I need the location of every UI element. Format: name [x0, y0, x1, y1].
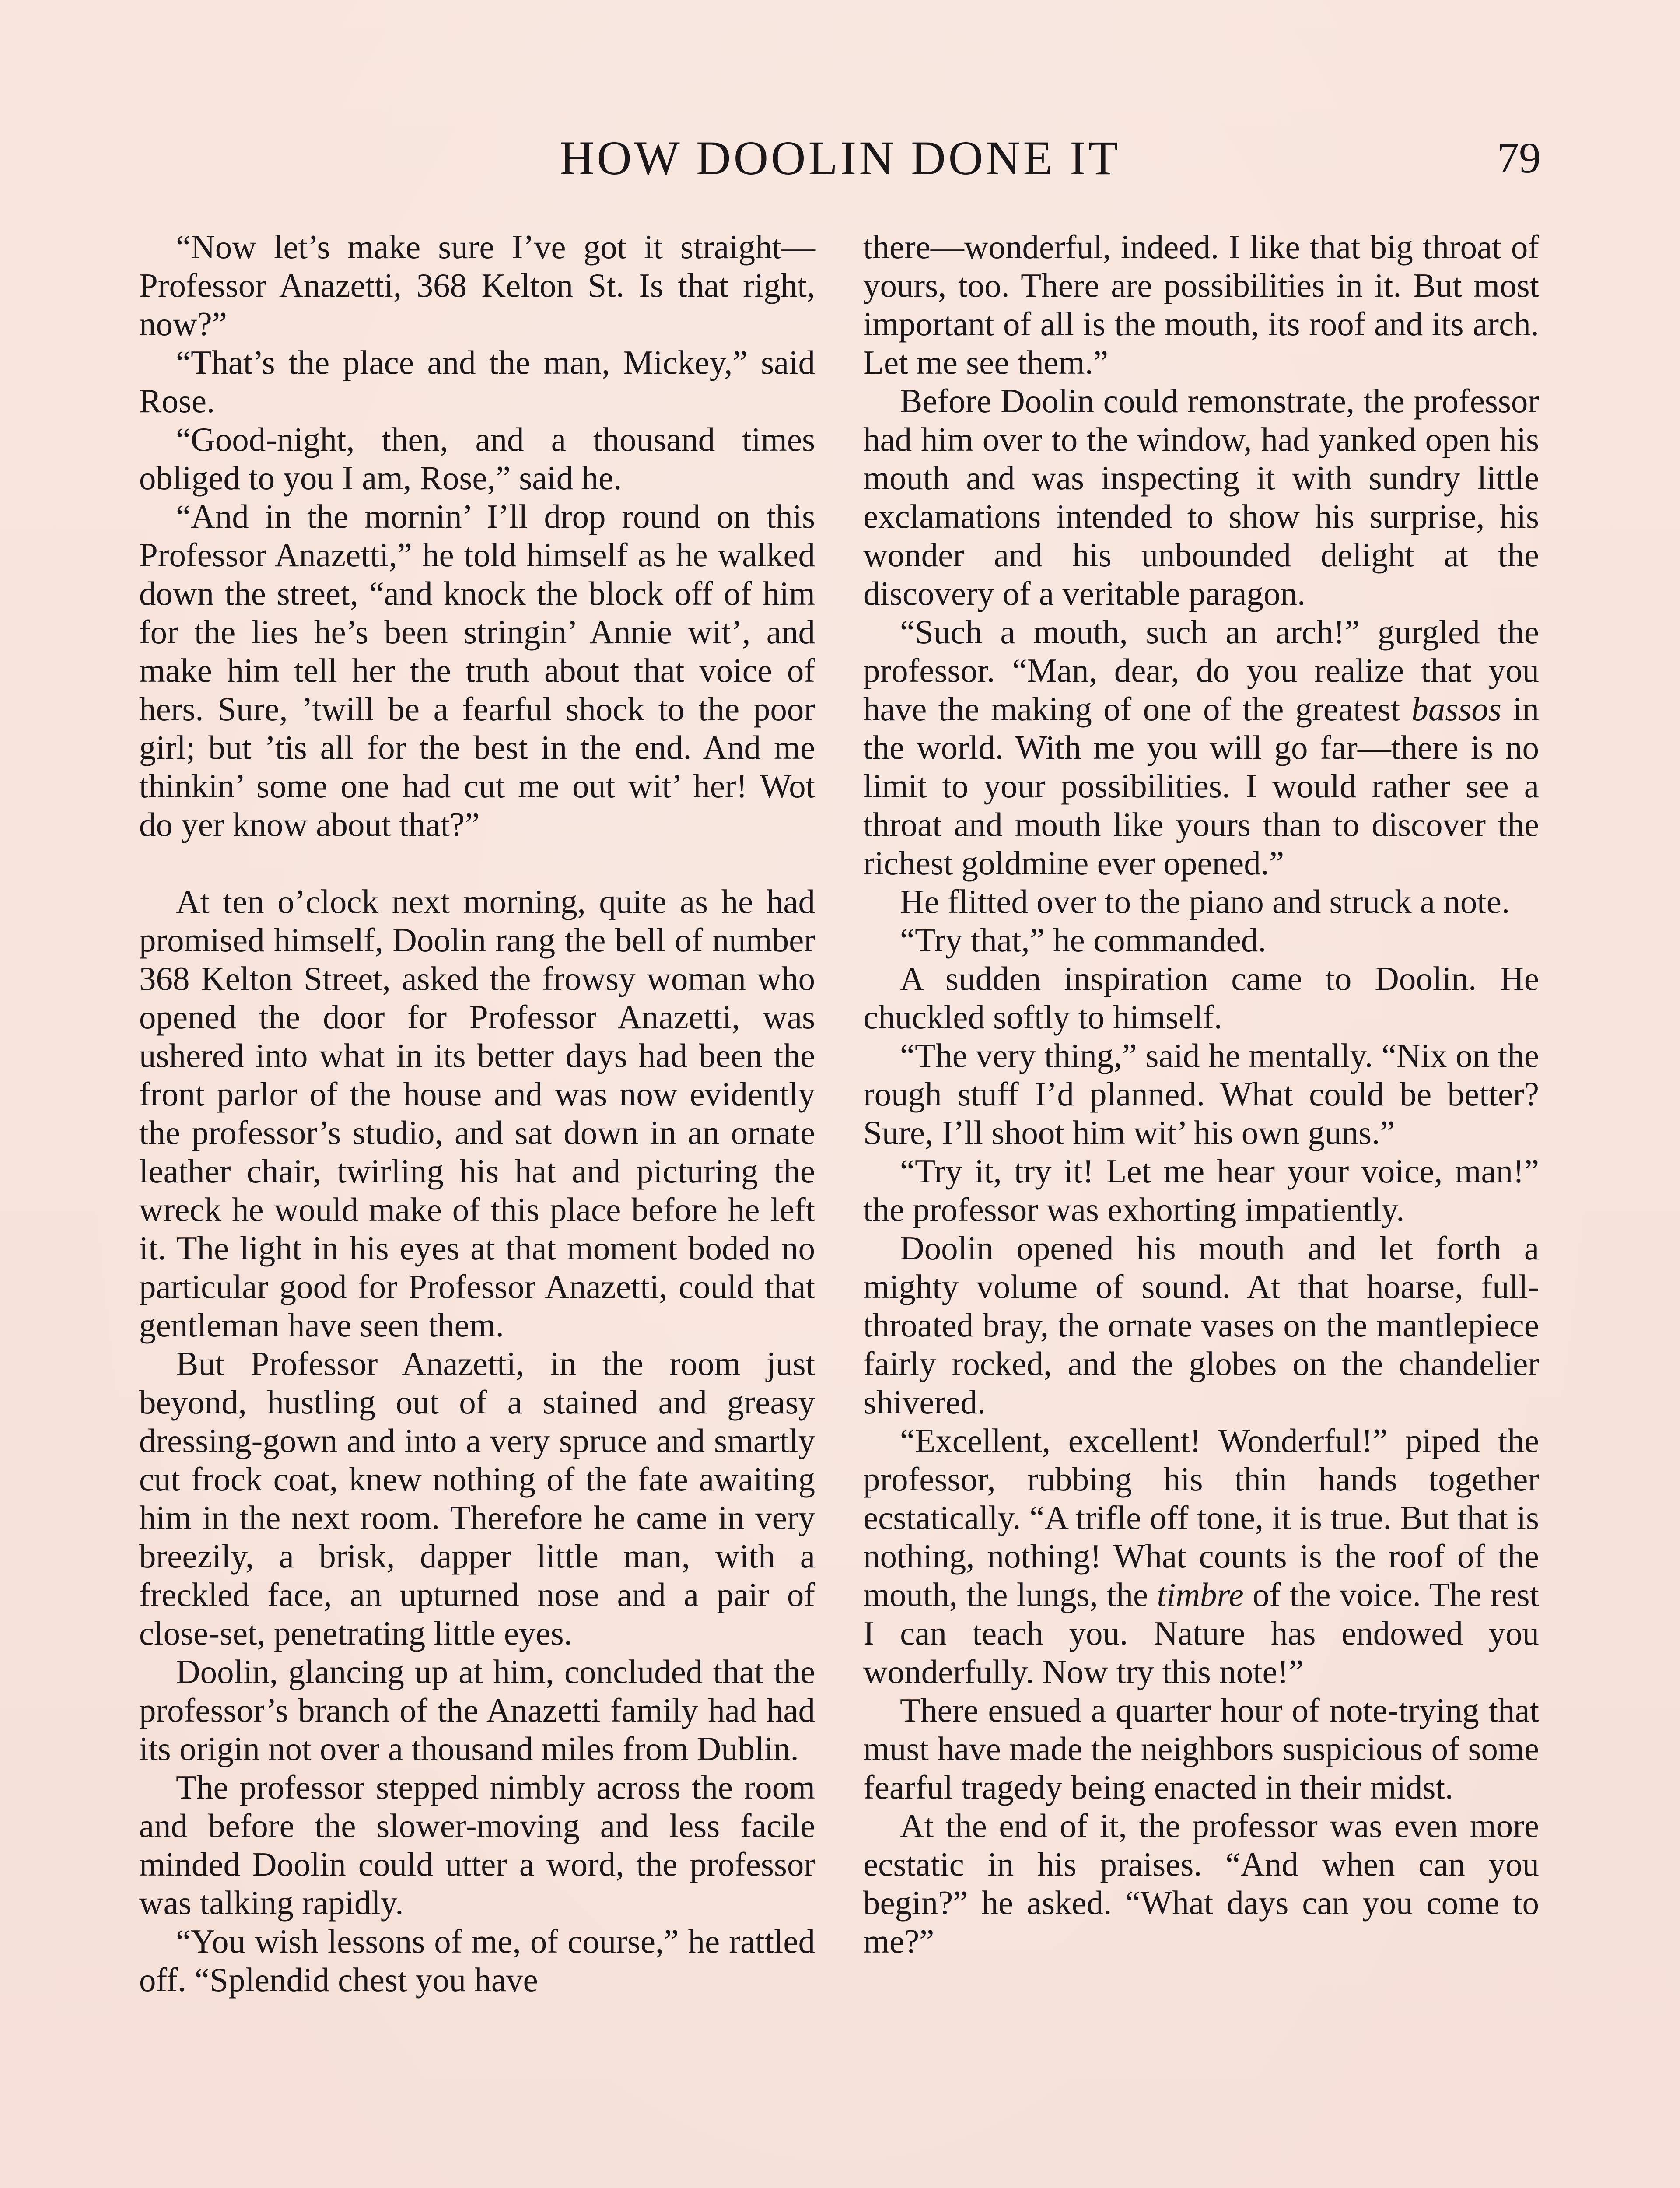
paragraph: “That’s the place and the man, Mickey,” said Rose. [139, 344, 815, 420]
paragraph: there—wonderful, indeed. I like that big throat of yours, too. There are possibilities in it. But most important of all is the mouth, its roof and its arch. Let me see them.” [863, 228, 1539, 381]
right-column [863, 228, 1539, 1999]
paragraph-text: in the world. With me you will go far—there is no limit to your possibilities. I would rather see a throat and mouth like yours than to discover the richest goldmine ever opened.” [863, 690, 1539, 882]
paragraph-text: “Excellent, excellent! Wonderful!” piped the professor, rubbing his thin hands together ecstatically. “A trifle off tone, it is true. But that is nothing, nothing! What counts is the roof of the mouth, the lungs, the [863, 1422, 1539, 1613]
text-columns [139, 228, 1539, 1999]
paragraph: A sudden inspiration came to Doolin. He chuckled softly to himself. [863, 960, 1539, 1036]
page-number: 79 [1497, 133, 1541, 182]
italic-word: bassos [1411, 690, 1502, 728]
page-header [0, 130, 1680, 186]
running-title: HOW DOOLIN DONE IT [559, 131, 1121, 185]
left-column [139, 228, 815, 1999]
paragraph: At the end of it, the professor was even more ecstatic in his praises. “And when can you begin?” he asked. “What days can you come to me?” [863, 1807, 1539, 1960]
paragraph-text: “Such a mouth, such an arch!” gurgled the professor. “Man, dear, do you realize that you have the making of one of the greatest [863, 613, 1539, 728]
paragraph-text: of the voice. The rest I can teach you. Nature has endowed you wonderfully. Now try this note!” [863, 1576, 1539, 1690]
paragraph: The professor stepped nimbly across the room and before the slower-moving and less facile minded Doolin could utter a word, the professor was talking rapidly. [139, 1768, 815, 1922]
paragraph: Before Doolin could remonstrate, the professor had him over to the window, had yanked open his mouth and was inspecting it with sundry little exclamations intended to show his surprise, his wonder and his unbounded delight at the discovery of a veritable paragon. [863, 382, 1539, 612]
paragraph: “Try it, try it! Let me hear your voice, man!” the professor was exhorting impatiently. [863, 1152, 1539, 1228]
paragraph: He flitted over to the piano and struck a note. [900, 883, 1510, 920]
paragraph: There ensued a quarter hour of note-trying that must have made the neighbors suspicious of some fearful tragedy being enacted in their midst. [863, 1691, 1539, 1806]
paragraph: “Good-night, then, and a thousand times obliged to you I am, Rose,” said he. [139, 421, 815, 497]
paragraph [863, 613, 1539, 882]
italic-word: timbre [1157, 1576, 1244, 1613]
paragraph: At ten o’clock next morning, quite as he had promised himself, Doolin rang the bell of number 368 Kelton Street, asked the frowsy woman who opened the door for Professor Anazetti, was ushered into what in its better days had been the front parlor of the house and was now evidently the professor’s studio, and sat down in an ornate leather chair, twirling his hat and picturing the wreck he would make of this place before he left it. The light in his eyes at that moment boded no particular good for Professor Anazetti, could that gentleman have seen them. [139, 883, 815, 1344]
paragraph: “You wish lessons of me, of course,” he rattled off. “Splendid chest you have [139, 1922, 815, 1999]
paragraph [863, 1421, 1539, 1691]
paragraph: “Now let’s make sure I’ve got it straight—Professor Anazetti, 368 Kelton St. Is that right, now?” [139, 228, 815, 343]
paragraph: Doolin opened his mouth and let forth a mighty volume of sound. At that hoarse, full-throated bray, the ornate vases on the mantlepiece fairly rocked, and the globes on the chandelier shivered. [863, 1229, 1539, 1421]
paragraph: But Professor Anazetti, in the room just beyond, hustling out of a stained and greasy dressing-gown and into a very spruce and smartly cut frock coat, knew nothing of the fate awaiting him in the next room. Therefore he came in very breezily, a brisk, dapper little man, with a freckled face, an upturned nose and a pair of close-set, penetrating little eyes. [139, 1345, 815, 1652]
paragraph: “And in the mornin’ I’ll drop round on this Professor Anazetti,” he told himself as he walked down the street, “and knock the block off of him for the lies he’s been stringin’ Annie wit’, and make him tell her the truth about that voice of hers. Sure, ’twill be a fearful shock to the poor girl; but ’tis all for the best in the end. And me thinkin’ some one had cut me out wit’ her! Wot do yer know about that?” [139, 498, 815, 843]
paragraph: Doolin, glancing up at him, concluded that the professor’s branch of the Anazetti family had had its origin not over a thousand miles from Dublin. [139, 1653, 815, 1767]
paragraph: “Try that,” he commanded. [900, 921, 1267, 959]
paragraph: “The very thing,” said he mentally. “Nix on the rough stuff I’d planned. What could be better? Sure, I’ll shoot him wit’ his own guns.” [863, 1037, 1539, 1151]
